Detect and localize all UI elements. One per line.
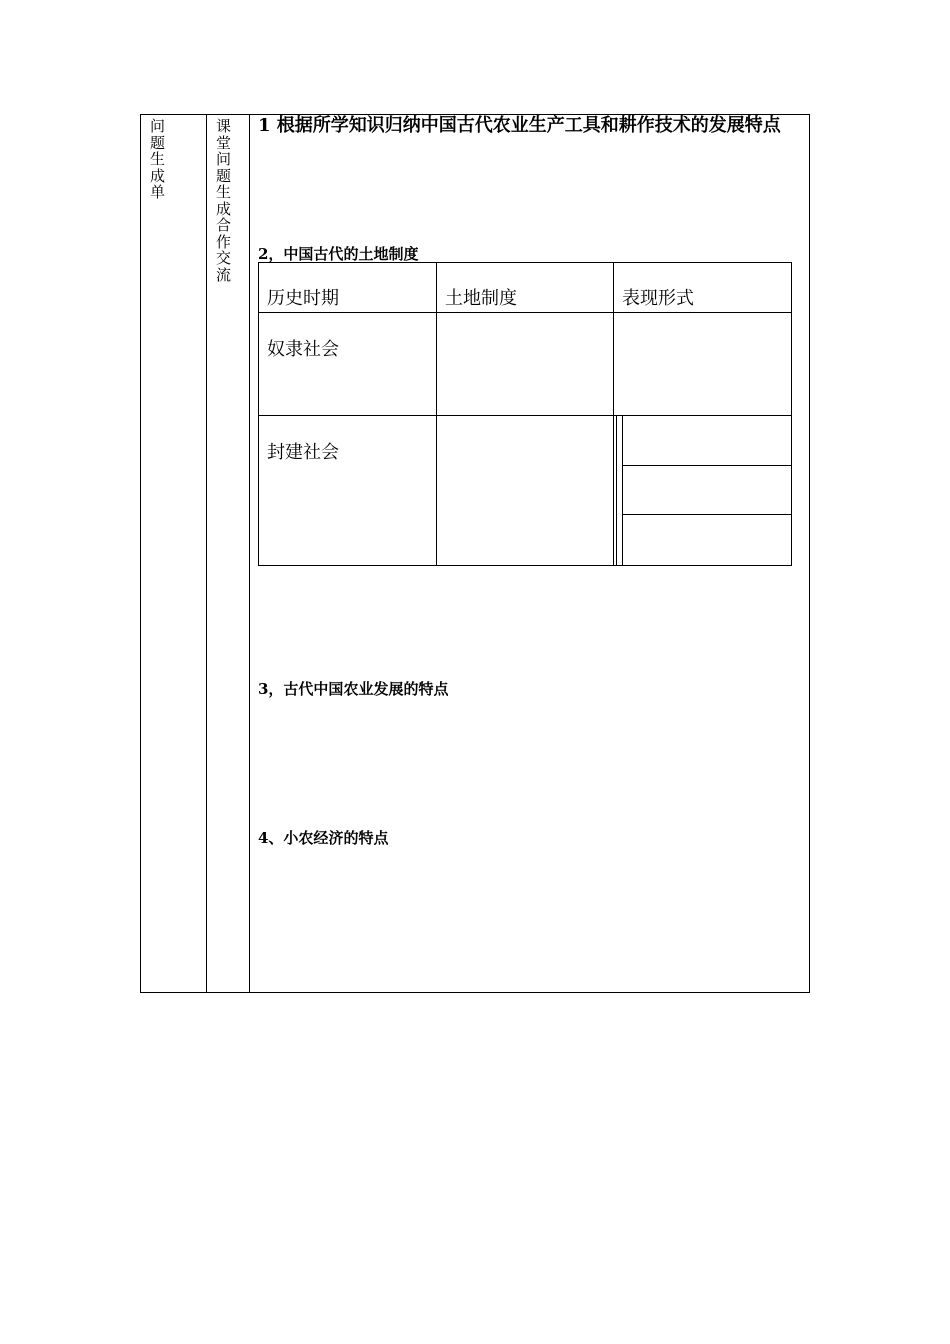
- section-label-classroom-cooperation: 课堂问题生成合作交流: [216, 117, 232, 284]
- question-4: 4、小农经济的特点: [258, 829, 389, 847]
- table-header-system: 土地制度: [445, 288, 517, 309]
- table-col-divider-1: [436, 262, 437, 566]
- subtable-divider-2: [622, 514, 792, 515]
- section-label-question-sheet: 问题生成单: [150, 117, 166, 201]
- question-2: 2，中国古代的土地制度: [258, 245, 419, 263]
- table-header-period: 历史时期: [267, 288, 339, 309]
- table-row-period-slave: 奴隶社会: [267, 339, 339, 360]
- question-3: 3，古代中国农业发展的特点: [258, 680, 449, 698]
- subtable-divider-1: [622, 465, 792, 466]
- feudal-form-subtable: [622, 415, 792, 566]
- table-header-form: 表现形式: [622, 288, 694, 309]
- table-header-divider: [258, 312, 792, 313]
- column-divider-2: [249, 114, 250, 993]
- subtable-inner-left: [616, 415, 617, 566]
- column-divider-1: [206, 114, 207, 993]
- table-col-divider-2: [613, 262, 614, 566]
- question-1: 1 根据所学知识归纳中国古代农业生产工具和耕作技术的发展特点: [258, 115, 781, 136]
- table-row-period-feudal: 封建社会: [267, 442, 339, 463]
